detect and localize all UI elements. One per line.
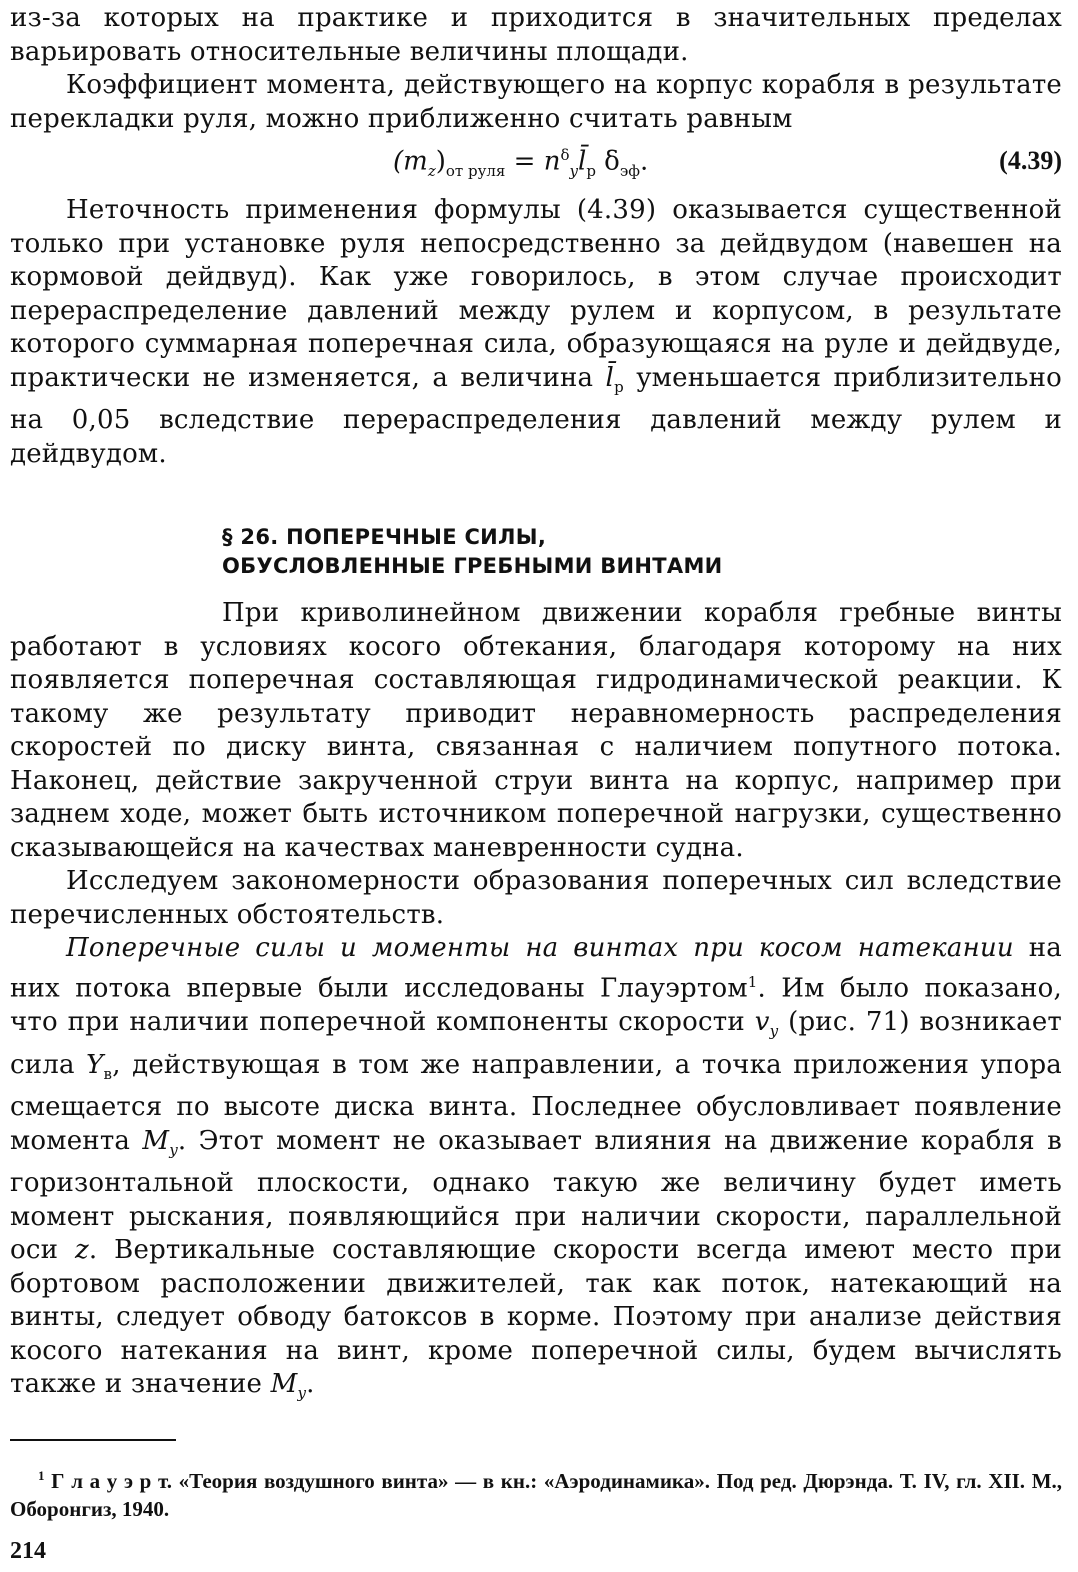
paragraph-4: При криволинейном движении корабля гребные винты работают в условиях косого обтекания, благодаря которому на них появляется поперечная составляющая гидродинамической реакции. К такому же результату приводит неравномерность распределения скоростей по диску винта, связанная с наличием попутного потока. Наконец, действие закрученной струи винта на корпус, например при заднем ходе, может быть источником поперечной нагрузки, существенно сказывающейся на качествах маневренности судна. [10,598,1062,863]
symbol-vy: $v_y$ [754,1006,779,1041]
italic-phrase: Поперечные силы и моменты на винтах при косом натекании [66,933,1014,964]
footnote: $^1$ Г л а у э р т. «Теория воздушного винта» — в кн.: «Аэродинамика». Под ред. Дюрэнда. Т. IV, гл. XII. М., Оборонгиз, 1940. [10,1468,1063,1522]
paragraph-6: Поперечные силы и моменты на винтах при косом натекании на них потока впервые были исследованы Глауэртом$^1$. Им было показано, что при наличии поперечной компоненты скорости $v_y$ (рис. 71) возникает сила $Y_в$, действующая в том же направлении, а точка приложения упора смещается по высоте диска винта. Последнее обусловливает появление момента $M_y$. Этот момент не оказывает влияния на движение корабля в горизонтальной плоскости, однако такую же величину будет иметь момент рыскания, появляющийся при наличии скорости, параллельной оси z. Вертикальные составляющие скорости всегда имеют место при бортовом расположении движителей, так как поток, натекающий на винты, следует обводу батоксов в корме. Поэтому при анализе действия косого натекания на винт, кроме поперечной силы, будем вычислять также и значение $M_y$. [10,933,1063,1403]
page-body [10,2,1062,1544]
formula-4-39 [10,142,1062,188]
footnote-ref: 1 [747,972,758,991]
paragraph-3: Неточность применения формулы (4.39) оказывается существенной только при установке руля непосредственно за дейдвудом (навешен на кормовой дейдвуд). Как уже говорилось, в этом случае происходит перераспределение давлений между рулем и корпусом, в результате которого суммарная поперечная сила, образующаяся на руле и дейдвуде, практически не изменяется, а величина $l̄_р$ уменьшается приблизительно на 0,05 вследствие перераспределения давлений между рулем и дейдвудом. [10,195,1063,469]
section-heading [222,523,1062,581]
symbol-My-2: $M_y$ [270,1369,307,1403]
paragraph-2: Коэффициент момента, действующего на корпус корабля в результате перекладки руля, можно приближенно считать равным [10,70,1062,134]
symbol-z: z [74,1235,89,1266]
formula-number: (4.39) [999,146,1062,175]
paragraph-1: из-за которых на практике и приходится в значительных пределах варьировать относительные величины площади. [10,3,1062,67]
symbol-lp: $l̄_р$ [605,362,624,396]
page-number: 214 [10,1538,46,1564]
section-heading-line-2: ОБУСЛОВЛЕННЫЕ ГРЕБНЫМИ ВИНТАМИ [222,554,723,579]
formula-expression: $(m_z)_{от руля}$ = $n^\delta_yl̄_р$ $\delta_{эф}$. [393,146,649,180]
footnote-rule [10,1439,176,1441]
section-heading-line-1: § 26. ПОПЕРЕЧНЫЕ СИЛЫ, [222,525,547,550]
symbol-Yv: $Y_в$ [86,1049,113,1083]
symbol-My: $M_y$ [142,1125,178,1159]
paragraph-5: Исследуем закономерности образования поперечных сил вследствие перечисленных обстоятельств. [10,866,1062,930]
